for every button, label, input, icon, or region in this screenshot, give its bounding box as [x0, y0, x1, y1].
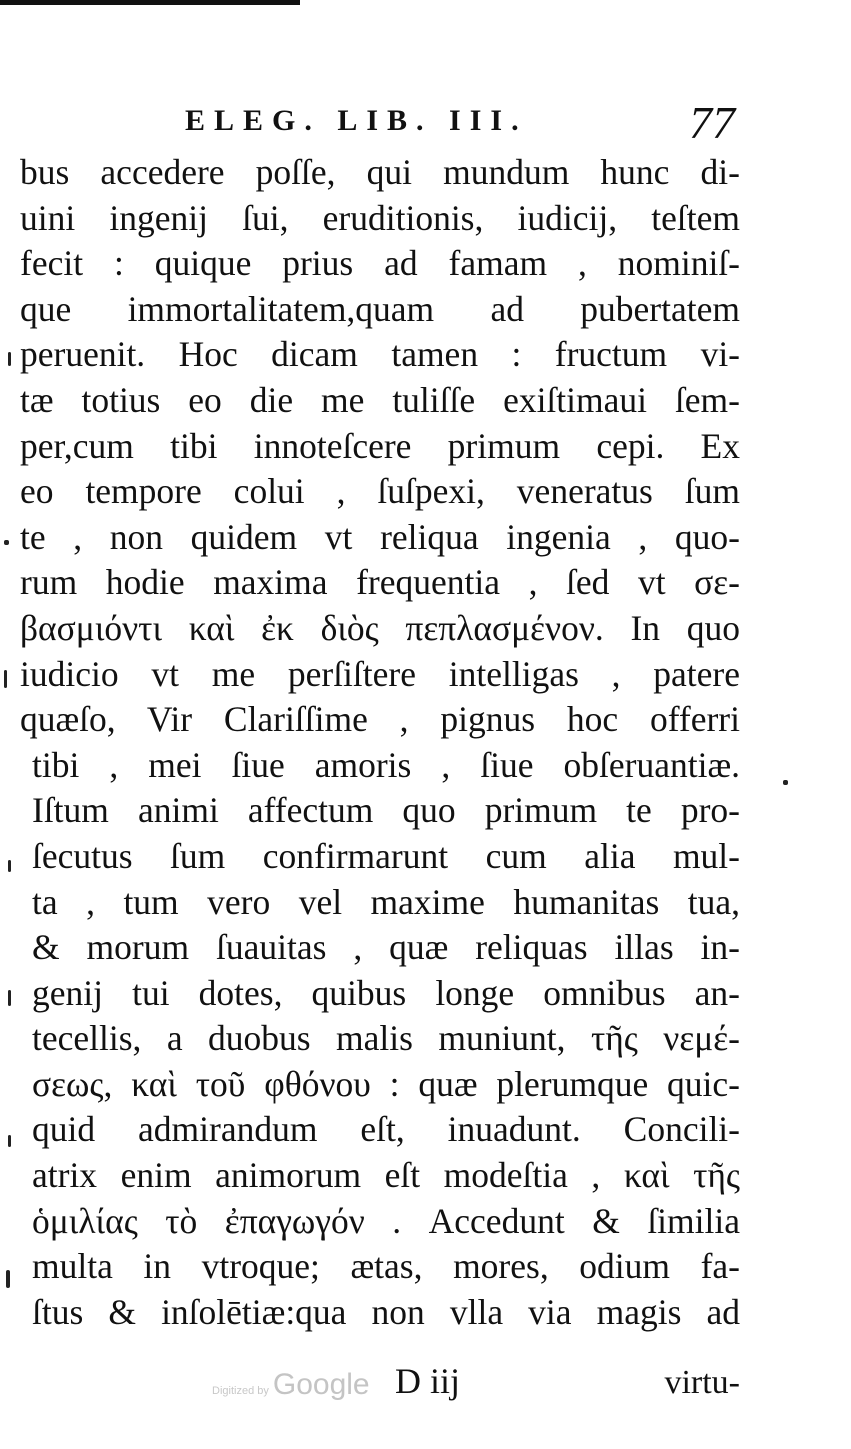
signature-mark: D iij	[395, 1361, 461, 1401]
text-line: quæſo, Vir Clariſſime , pignus hoc offerri	[20, 699, 740, 740]
margin-speck	[8, 990, 11, 1006]
text-line: peruenit. Hoc dicam tamen : fructum vi-	[20, 334, 740, 375]
text-line: fecit : quique prius ad famam , nominiſ-	[20, 243, 740, 284]
margin-speck	[8, 860, 11, 872]
catchword: virtu-	[664, 1364, 740, 1401]
text-line: bus accedere poſſe, qui mundum hunc di-	[20, 152, 740, 192]
text-line: βασμιόντι καὶ ἐκ διὸς πεπλασμένον. In quo	[20, 607, 740, 648]
top-border-rule	[0, 0, 300, 5]
margin-speck	[4, 540, 9, 545]
text-line: tibi , mei ſiue amoris , ſiue obſeruantiæ.	[32, 744, 740, 785]
text-body	[20, 150, 740, 1335]
text-line: genij tui dotes, quibus longe omnibus an-	[32, 972, 740, 1013]
text-line: te , non quidem vt reliqua ingenia , quo-	[20, 516, 740, 557]
text-line: que immortalitatem,quam ad pubertatem	[20, 288, 740, 329]
margin-speck	[8, 1135, 11, 1147]
page-number: 77	[689, 97, 735, 148]
margin-speck	[6, 1270, 10, 1288]
watermark-prefix: Digitized by	[212, 1385, 269, 1397]
text-line: per,cum tibi innoteſcere primum cepi. Ex	[20, 425, 740, 466]
text-line: σεως, καὶ τοῦ φθόνου : quæ plerumque quic-	[32, 1063, 740, 1104]
text-line: eo tempore colui , ſuſpexi, veneratus ſum	[20, 471, 740, 512]
text-line: & morum ſuauitas , quæ reliquas illas in-	[32, 927, 740, 968]
text-line: Iſtum animi affectum quo primum te pro-	[32, 790, 740, 831]
text-line: tæ totius eo die me tuliſſe exiſtimaui ſem-	[20, 379, 740, 420]
text-line: uini ingenij ſui, eruditionis, iudicij, teſtem	[20, 197, 740, 238]
page-footer	[180, 1360, 750, 1410]
text-line: rum hodie maxima frequentia , ſed vt σε-	[20, 562, 740, 603]
text-line: tecellis, a duobus malis muniunt, τῆς νεμέ-	[32, 1018, 740, 1059]
page-header	[185, 96, 745, 146]
running-head: ELEG. LIB. III.	[185, 104, 528, 137]
watermark-brand: Google	[272, 1368, 370, 1401]
text-line: ſtus & inſolētiæ:qua non vlla via magis ad	[32, 1291, 740, 1332]
text-line: iudicio vt me perſiſtere intelligas , patere	[20, 653, 740, 694]
margin-speck	[4, 670, 7, 688]
margin-speck	[8, 352, 11, 366]
text-line: ὁμιλίας τὸ ἐπαγωγόν . Accedunt & ſimilia	[32, 1200, 740, 1241]
text-line: atrix enim animorum eſt modeſtia , καὶ τῆς	[32, 1155, 740, 1196]
text-line: ſecutus ſum confirmarunt cum alia mul-	[32, 835, 740, 876]
text-line: ta , tum vero vel maxime humanitas tua,	[32, 881, 740, 922]
digitization-watermark	[212, 1368, 370, 1402]
text-line: multa in vtroque; ætas, mores, odium fa-	[32, 1246, 740, 1287]
margin-speck	[783, 780, 788, 785]
text-line: quid admirandum eſt, inuadunt. Concili-	[32, 1109, 740, 1150]
